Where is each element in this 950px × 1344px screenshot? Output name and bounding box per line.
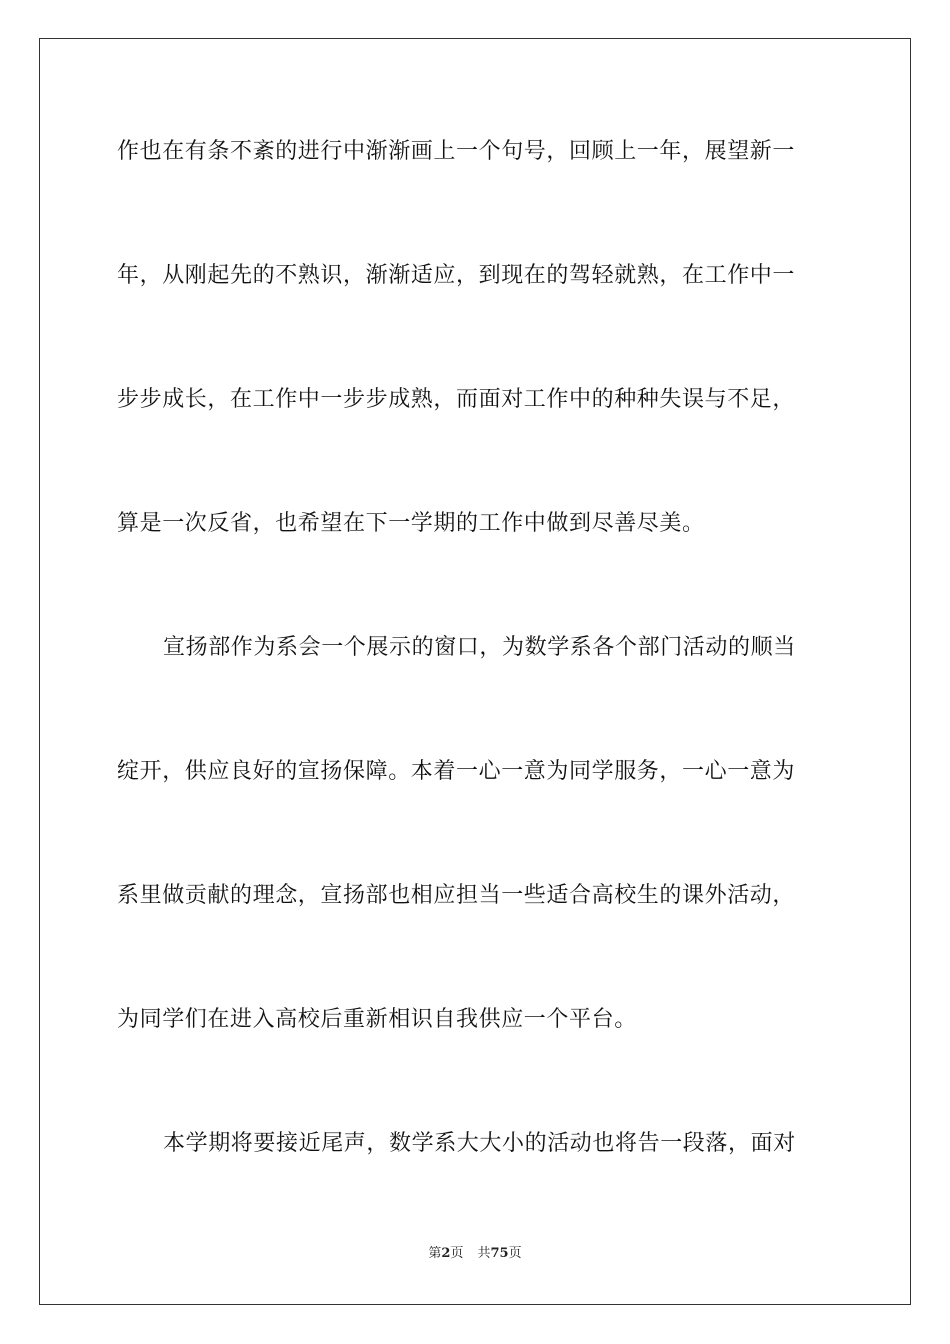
page-footer	[0, 1245, 950, 1263]
page-number: 2	[441, 1246, 451, 1261]
page-prefix: 第	[428, 1246, 442, 1261]
total-suffix: 页	[508, 1246, 522, 1261]
body-text-line: 算是一次反省，也希望在下一学期的工作中做到尽善尽美。	[117, 511, 705, 536]
paragraph-first-line: 本学期将要接近尾声，数学系大大小的活动也将告一段落，面对	[163, 1131, 796, 1156]
body-text-line: 年，从刚起先的不熟识，渐渐适应，到现在的驾轻就熟，在工作中一	[117, 263, 796, 288]
total-pages: 75	[490, 1246, 509, 1261]
page-border	[39, 38, 911, 1305]
paragraph-first-line: 宣扬部作为系会一个展示的窗口，为数学系各个部门活动的顺当	[163, 635, 796, 660]
body-text-line: 系里做贡献的理念，宣扬部也相应担当一些适合高校生的课外活动，	[117, 883, 796, 908]
body-text-line: 绽开，供应良好的宣扬保障。本着一心一意为同学服务，一心一意为	[117, 759, 796, 784]
page-suffix: 页	[450, 1246, 464, 1261]
body-text-line: 步步成长，在工作中一步步成熟，而面对工作中的种种失误与不足，	[117, 387, 796, 412]
total-prefix: 共	[477, 1246, 491, 1261]
body-text-line: 作也在有条不紊的进行中渐渐画上一个句号，回顾上一年，展望新一	[117, 139, 796, 164]
body-text-line: 为同学们在进入高校后重新相识自我供应一个平台。	[117, 1007, 637, 1032]
